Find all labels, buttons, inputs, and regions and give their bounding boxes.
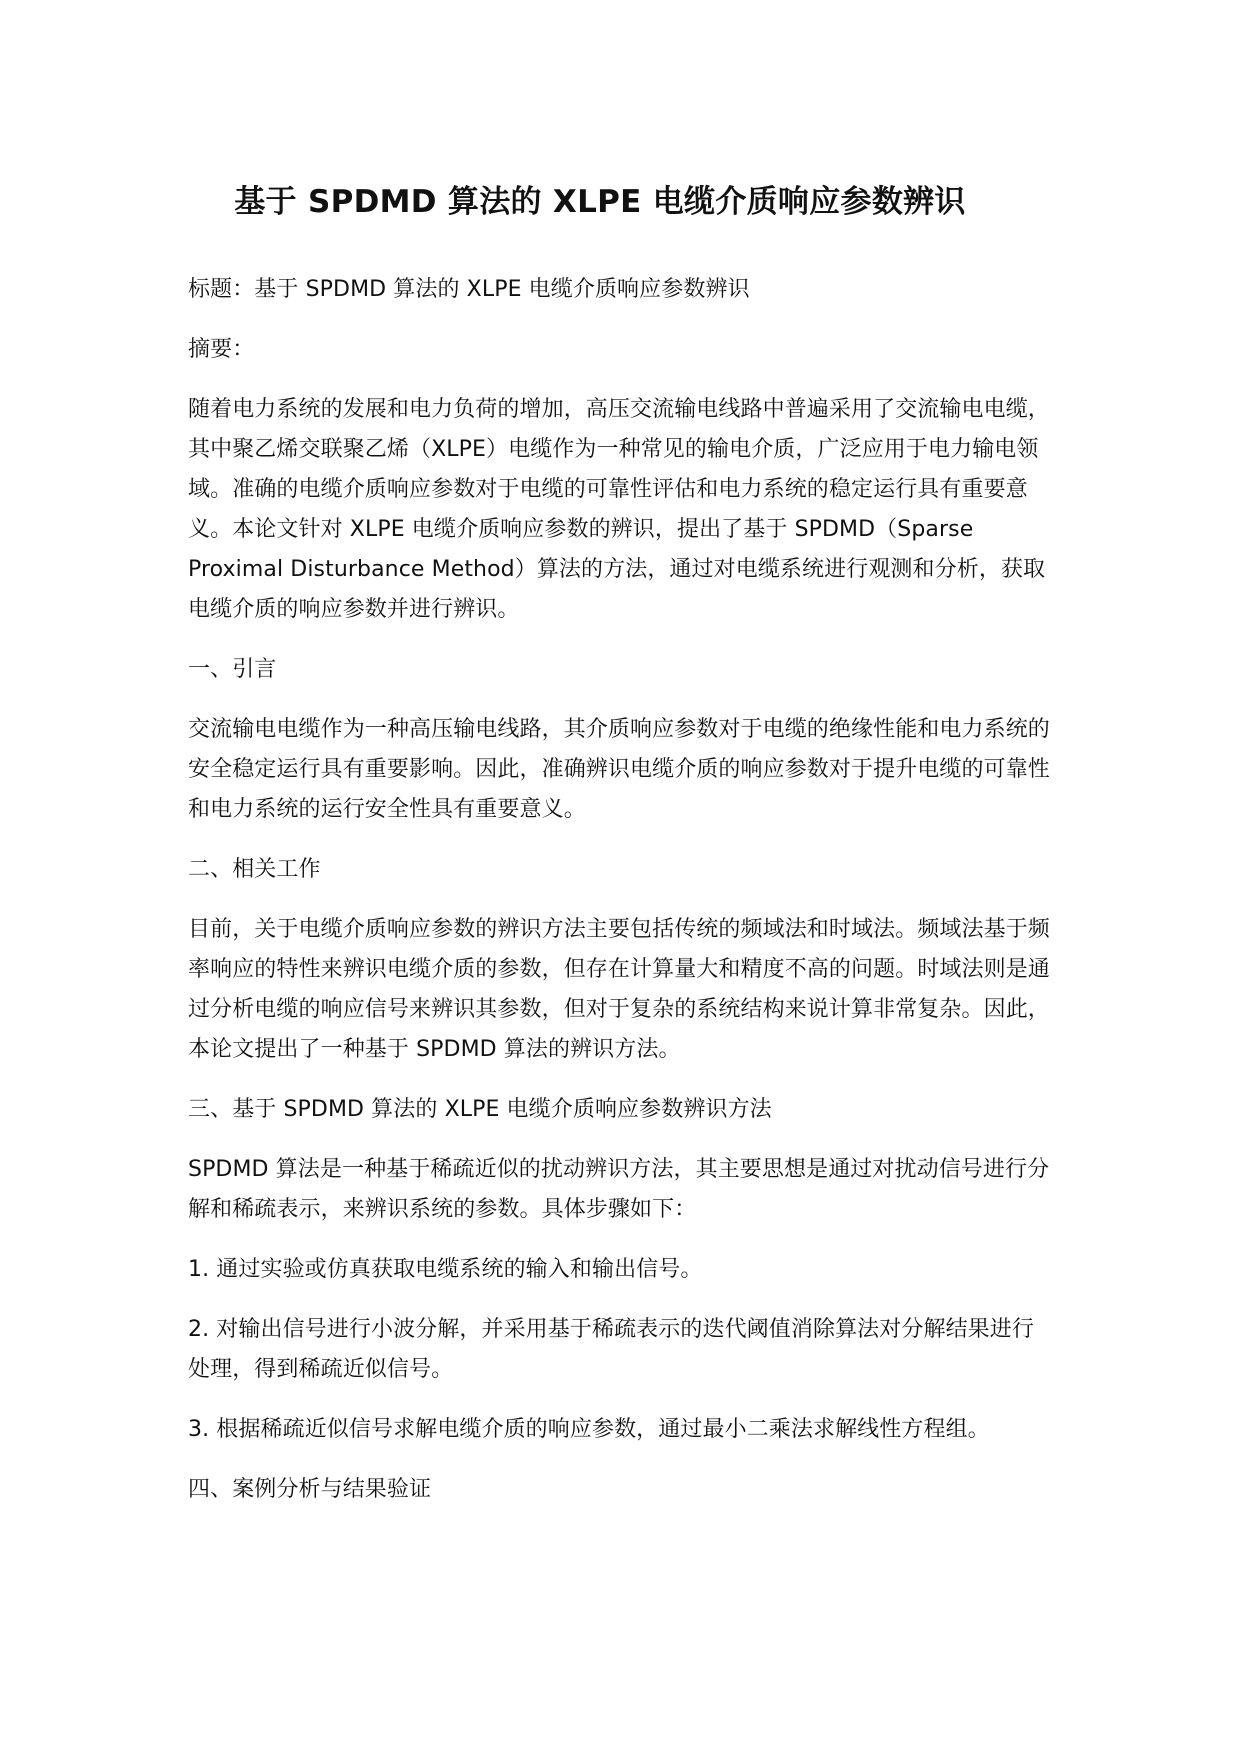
section-heading-introduction: 一、引言: [188, 657, 277, 682]
method-step-1: 1. 通过实验或仿真获取电缆系统的输入和输出信号。: [188, 1257, 703, 1282]
abstract-heading: 摘要：: [188, 337, 255, 362]
method-step-3: 3. 根据稀疏近似信号求解电缆介质的响应参数，通过最小二乘法求解线性方程组。: [188, 1417, 990, 1442]
title-line: 标题：基于 SPDMD 算法的 XLPE 电缆介质响应参数辨识: [188, 277, 750, 302]
document-body: [188, 270, 1054, 1510]
method-step-2: 2. 对输出信号进行小波分解，并采用基于稀疏表示的迭代阈值消除算法对分解结果进行处理，得到稀疏近似信号。: [188, 1317, 1034, 1382]
abstract-paragraph: 随着电力系统的发展和电力负荷的增加，高压交流输电线路中普遍采用了交流输电电缆，其中聚乙烯交联聚乙烯（XLPE）电缆作为一种常见的输电介质，广泛应用于电力输电领域。准确的电缆介质响应参数对于电缆的可靠性评估和电力系统的稳定运行具有重要意义。本论文针对 XLPE 电缆介质响应参数的辨识，提出了基于 SPDMD（Sparse Proximal Disturbance Method）算法的方法，通过对电缆系统进行观测和分析，获取电缆介质的响应参数并进行辨识。: [188, 397, 1050, 622]
method-paragraph: SPDMD 算法是一种基于稀疏近似的扰动辨识方法，其主要思想是通过对扰动信号进行分解和稀疏表示，来辨识系统的参数。具体步骤如下：: [188, 1157, 1050, 1222]
introduction-paragraph: 交流输电电缆作为一种高压输电线路，其介质响应参数对于电缆的绝缘性能和电力系统的安全稳定运行具有重要影响。因此，准确辨识电缆介质的响应参数对于提升电缆的可靠性和电力系统的运行安全性具有重要意义。: [188, 717, 1050, 822]
section-heading-case-study: 四、案例分析与结果验证: [188, 1477, 432, 1502]
section-heading-related-work: 二、相关工作: [188, 857, 321, 882]
related-work-paragraph: 目前，关于电缆介质响应参数的辨识方法主要包括传统的频域法和时域法。频域法基于频率响应的特性来辨识电缆介质的参数，但存在计算量大和精度不高的问题。时域法则是通过分析电缆的响应信号来辨识其参数，但对于复杂的系统结构来说计算非常复杂。因此，本论文提出了一种基于 SPDMD 算法的辨识方法。: [188, 917, 1050, 1062]
document-title: 基于 SPDMD 算法的 XLPE 电缆介质响应参数辨识: [234, 184, 966, 220]
section-heading-method: 三、基于 SPDMD 算法的 XLPE 电缆介质响应参数辨识方法: [188, 1097, 772, 1122]
